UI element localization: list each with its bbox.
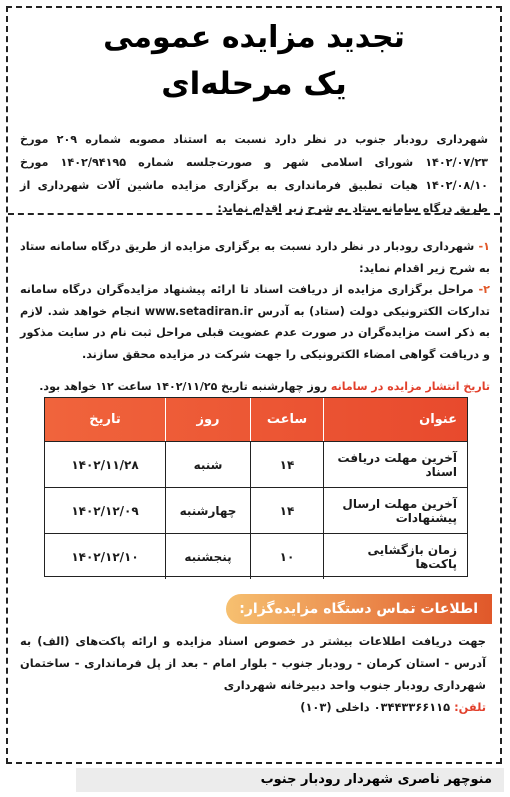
header-date: تاریخ <box>89 412 121 427</box>
signature-footer: منوچهر ناصری شهردار رودبار جنوب <box>76 768 504 792</box>
table-row <box>45 533 467 579</box>
title-line-1: تجدید مزایده عمومی <box>103 20 405 55</box>
items-list <box>20 236 490 365</box>
table-row <box>45 441 467 487</box>
contact-body: جهت دریافت اطلاعات بیشتر در خصوص اسناد مزایده و ارائه پاکت‌های (الف) به آدرس - استان کرمان - رودبار جنوب - بلوار امام - بعد از پل فرمانداری - ساختمان شهرداری رودبار جنوب واحد دبیرخانه شهرداری <box>20 634 486 692</box>
item-number: ۲- <box>478 283 490 296</box>
contact-section <box>20 630 486 718</box>
cell-hour: ۱۴ <box>250 488 323 533</box>
table-row <box>45 487 467 533</box>
phone-number: ۰۳۴۴۳۳۶۶۱۱۵ داخلی (۱۰۳) <box>300 700 451 714</box>
contact-heading: اطلاعات تماس دستگاه مزایده‌گزار: <box>226 594 492 624</box>
table-header <box>45 398 467 441</box>
intro-paragraph: شهرداری رودبار جنوب در نظر دارد نسبت به استناد مصوبه شماره ۲۰۹ مورخ ۱۴۰۲/۰۷/۲۳ شورای اسلامی شهر و صورت‌جلسه شماره ۱۴۰۲/۹۴۱۹۵ مورخ ۱۴۰۲/۰۸/۱۰ هیات تطبیق فرمانداری به برگزاری مزایده ماشین آلات شهرداری از طریق درگاه سامانه ستاد به شرح زیر اقدام نماید: <box>20 133 488 215</box>
cell-hour: ۱۰ <box>250 534 323 579</box>
item-text: شهرداری رودبار در نظر دارد نسبت به برگزاری مزایده از طریق درگاه سامانه ستاد به شرح زیر اقدام نماید: <box>20 240 490 275</box>
header-title: عنوان <box>323 398 467 441</box>
publish-label: تاریخ انتشار مزایده در سامانه <box>330 380 490 393</box>
list-item <box>20 236 490 279</box>
publish-text: روز چهارشنبه تاریخ ۱۴۰۲/۱۱/۲۵ ساعت ۱۲ خواهد بود. <box>39 380 328 393</box>
cell-day: شنبه <box>165 442 250 487</box>
schedule-table <box>44 397 468 577</box>
announcement-frame <box>6 6 502 764</box>
cell-date: ۱۴۰۲/۱۲/۱۰ <box>71 549 139 564</box>
cell-date: ۱۴۰۲/۱۲/۰۹ <box>71 503 139 518</box>
cell-hour: ۱۴ <box>250 442 323 487</box>
title-line-2: یک مرحله‌ای <box>161 66 347 102</box>
contact-phone-line <box>20 696 486 718</box>
header-day: روز <box>165 398 250 441</box>
cell-title: آخرین مهلت دریافت اسناد <box>323 442 467 487</box>
list-item <box>20 279 490 365</box>
item-number: ۱- <box>478 240 490 253</box>
cell-date: ۱۴۰۲/۱۱/۲۸ <box>71 457 139 472</box>
cell-day: چهارشنبه <box>165 488 250 533</box>
cell-title: زمان بازگشایی پاکت‌ها <box>323 534 467 579</box>
cell-title: آخرین مهلت ارسال پیشنهادات <box>323 488 467 533</box>
cell-day: پنجشنبه <box>165 534 250 579</box>
phone-label: تلفن: <box>454 700 486 714</box>
publish-date <box>20 380 490 393</box>
header-hour: ساعت <box>250 398 323 441</box>
item-text: مراحل برگزاری مزایده از دریافت اسناد تا ارائه پیشنهاد مزایده‌گران درگاه سامانه تدارکات الکترونیکی دولت (ستاد) به آدرس www.setadiran.ir انجام خواهد شد. لازم به ذکر است مزایده‌گران در صورت عدم عضویت قبلی مراحل ثبت نام در سایت مذکور و دریافت گواهی امضاء الکترونیکی را جهت شرکت در مزایده محقق سازند. <box>20 283 490 361</box>
divider <box>8 213 500 215</box>
